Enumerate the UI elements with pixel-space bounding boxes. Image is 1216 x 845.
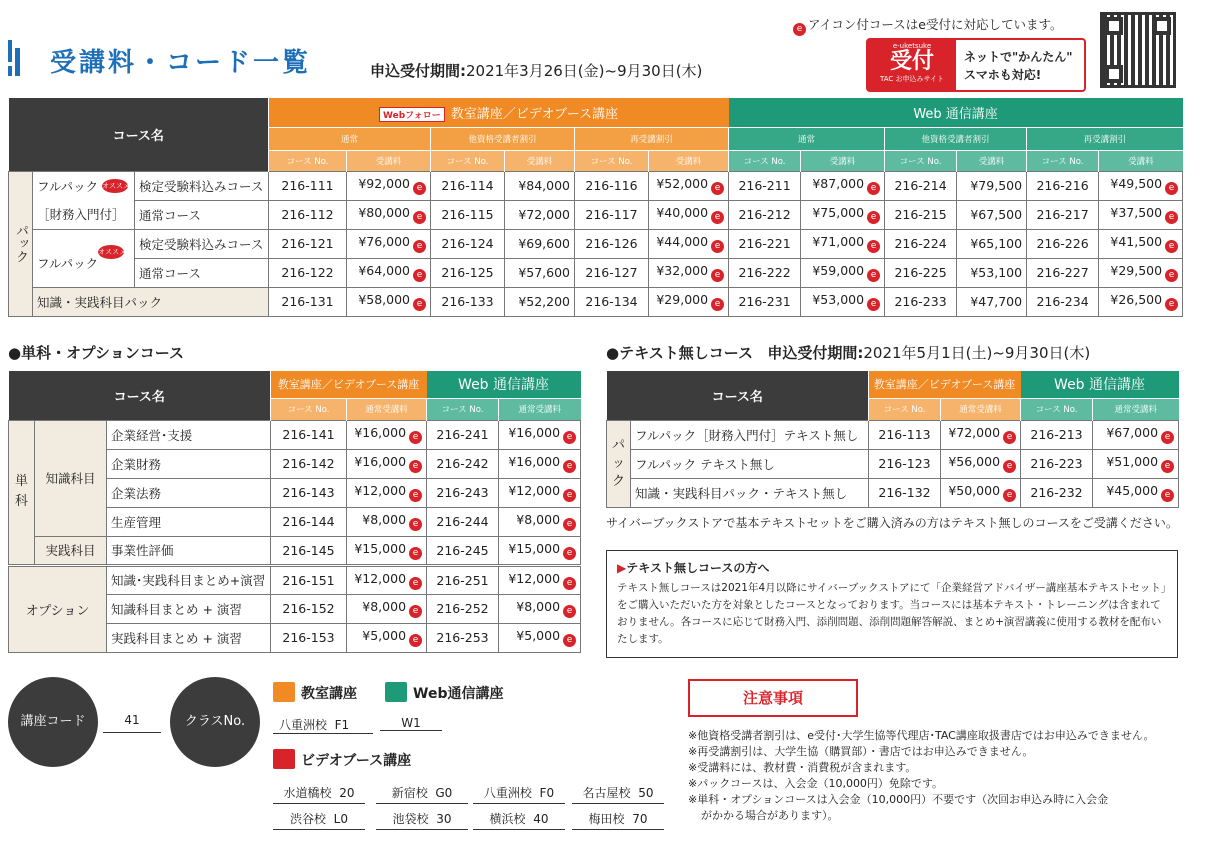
fee-cell: ¥72,000 e	[941, 420, 1021, 449]
class-no-badge: クラスNo.	[170, 677, 260, 767]
qr-code	[1100, 12, 1176, 88]
fee-cell: ¥57,600	[505, 258, 575, 287]
code-cell: 216-234	[1027, 287, 1099, 316]
e-uketsuke-icon: e	[1003, 460, 1016, 473]
fee-cell: ¥8,000 e	[347, 507, 427, 536]
col-fee: 通常受講料	[941, 398, 1021, 420]
fee-cell: ¥26,500 e	[1099, 287, 1183, 316]
code-cell: 216-116	[575, 171, 649, 200]
fee-cell: ¥64,000 e	[347, 258, 431, 287]
campus-code: 八重洲校 F0	[473, 784, 565, 804]
e-uketsuke-icon: e	[1165, 211, 1178, 224]
course-name: 企業経営･支援	[107, 420, 271, 449]
fee-cell: ¥50,000 e	[941, 478, 1021, 507]
e-uketsuke-icon: e	[711, 182, 724, 195]
e-uketsuke-icon: e	[563, 431, 576, 444]
code-cell: 216-214	[885, 171, 957, 200]
course-name: フルパック テキスト無し	[631, 449, 869, 478]
fee-cell: ¥32,000 e	[649, 258, 729, 287]
fee-cell: ¥29,000 e	[649, 287, 729, 316]
fee-cell: ¥44,000 e	[649, 229, 729, 258]
col-no: コース No.	[271, 398, 347, 420]
e-uketsuke-icon: e	[1003, 489, 1016, 502]
fee-cell: ¥58,000 e	[347, 287, 431, 316]
fee-cell: ¥15,000 e	[499, 536, 581, 565]
sub-other-web: 他資格受講者割引	[885, 127, 1027, 150]
course-name: フルパック［財務入門付］テキスト無し	[631, 420, 869, 449]
course-name: 知識・実践科目パック	[33, 287, 269, 316]
web-code: W1	[380, 716, 442, 731]
e-uketsuke-icon: e	[711, 269, 724, 282]
notes-list	[688, 728, 1188, 824]
fee-cell: ¥8,000 e	[499, 507, 581, 536]
course-name: 通常コース	[135, 258, 269, 287]
campus-code: 名古屋校 50	[572, 784, 664, 804]
e-uketsuke-icon: e	[711, 240, 724, 253]
e-uketsuke-icon: e	[1003, 431, 1016, 444]
group-label: ［財務入門付］	[33, 200, 135, 229]
code-cell: 216-125	[431, 258, 505, 287]
col-no: コース No.	[869, 398, 941, 420]
course-name: 検定受験料込みコース	[135, 171, 269, 200]
code-cell: 216-122	[269, 258, 347, 287]
fee-cell: ¥79,500	[957, 171, 1027, 200]
table-row	[9, 258, 1183, 287]
code-cell: 216-127	[575, 258, 649, 287]
classroom-header: 教室講座／ビデオブース講座	[869, 371, 1021, 398]
campus-code: 新宿校 G0	[376, 784, 468, 804]
fee-cell: ¥47,700	[957, 287, 1027, 316]
col-fee: 受講料	[957, 150, 1027, 171]
e-uketsuke-icon: e	[867, 240, 880, 253]
table-row	[9, 536, 581, 565]
note-item: ※再受講割引は、大学生協（購買部）・書店ではお申込みできません。	[688, 745, 1034, 758]
col-no: コース No.	[575, 150, 649, 171]
code-cell: 216-153	[271, 623, 347, 652]
course-name: 企業法務	[107, 478, 271, 507]
e-uketsuke-icon: e	[711, 298, 724, 311]
video-icon	[273, 749, 295, 769]
col-fee: 受講料	[1099, 150, 1183, 171]
sub-other: 他資格受講者割引	[431, 127, 575, 150]
code-cell: 216-223	[1021, 449, 1093, 478]
fee-cell: ¥92,000 e	[347, 171, 431, 200]
e-uketsuke-icon: e	[563, 605, 576, 618]
code-cell: 216-224	[885, 229, 957, 258]
fee-cell: ¥56,000 e	[941, 449, 1021, 478]
col-fee: 受講料	[505, 150, 575, 171]
table-row	[9, 420, 581, 449]
e-uketsuke-icon: e	[413, 269, 426, 282]
code-cell: 216-216	[1027, 171, 1099, 200]
group-label: 実践科目	[35, 536, 107, 565]
fee-cell: ¥67,500	[957, 200, 1027, 229]
course-name-header: コース名	[9, 371, 271, 420]
course-code-value: 41	[103, 713, 161, 733]
osusume-badge: オススメ	[98, 245, 124, 259]
fee-cell: ¥5,000 e	[499, 623, 581, 652]
campus-code: 水道橋校 20	[273, 784, 365, 804]
code-cell: 216-232	[1021, 478, 1093, 507]
e-uketsuke-icon: e	[413, 182, 426, 195]
fee-cell: ¥37,500 e	[1099, 200, 1183, 229]
code-cell: 216-225	[885, 258, 957, 287]
table-row	[9, 200, 1183, 229]
code-cell: 216-212	[729, 200, 801, 229]
fee-cell: ¥15,000 e	[347, 536, 427, 565]
e-uketsuke-icon: e	[1165, 298, 1178, 311]
e-uketsuke-icon: e	[867, 269, 880, 282]
col-no: コース No.	[1027, 150, 1099, 171]
note-item: ※他資格受講者割引は、e受付･大学生協等代理店･TAC講座取扱書店ではお申込みできません。	[688, 729, 1155, 742]
code-cell: 216-221	[729, 229, 801, 258]
fee-cell: ¥53,000 e	[801, 287, 885, 316]
classroom-legend: 教室講座	[273, 682, 357, 703]
col-fee: 通常受講料	[499, 398, 581, 420]
fee-cell: ¥5,000 e	[347, 623, 427, 652]
code-cell: 216-217	[1027, 200, 1099, 229]
e-uketsuke-icon: e	[409, 605, 422, 618]
code-cell: 216-131	[269, 287, 347, 316]
table-row	[607, 478, 1179, 507]
col-no: コース No.	[1021, 398, 1093, 420]
course-name-header: コース名	[607, 371, 869, 420]
notext-box: ▶テキスト無しコースの方へ テキスト無しコースは2021年4月以降にサイバーブックストアにて「企業経営アドバイザー講座基本テキストセット」をご購入いただいた方を対象としたコースとなっております。当コースには基本テキスト・トレーニングは含まれておりません。各コースに応じて財務入門、添削問題、添削問題解答解説、まとめ+演習講義に使用する教材を配布いたします。	[606, 550, 1178, 658]
fee-cell: ¥80,000 e	[347, 200, 431, 229]
e-uketsuke-icon: e	[563, 547, 576, 560]
fee-cell: ¥12,000 e	[499, 478, 581, 507]
classroom-icon	[273, 682, 295, 702]
code-cell: 216-144	[271, 507, 347, 536]
table-row	[607, 449, 1179, 478]
fee-cell: ¥49,500 e	[1099, 171, 1183, 200]
web-header: Web 通信講座	[427, 371, 581, 398]
fee-cell: ¥8,000 e	[499, 594, 581, 623]
col-fee: 受講料	[801, 150, 885, 171]
fee-cell: ¥75,000 e	[801, 200, 885, 229]
code-cell: 216-142	[271, 449, 347, 478]
code-cell: 216-111	[269, 171, 347, 200]
fee-cell: ¥41,500 e	[1099, 229, 1183, 258]
code-cell: 216-233	[885, 287, 957, 316]
fee-cell: ¥16,000 e	[499, 449, 581, 478]
fee-cell: ¥52,000 e	[649, 171, 729, 200]
yaesu-classroom-code: 八重洲校 F1	[273, 716, 373, 734]
e-uketsuke-icon: e	[1161, 489, 1174, 502]
code-cell: 216-152	[271, 594, 347, 623]
col-fee: 通常受講料	[347, 398, 427, 420]
period: 申込受付期間:2021年3月26日(金)~9月30日(木)	[370, 62, 703, 80]
code-cell: 216-253	[427, 623, 499, 652]
code-cell: 216-121	[269, 229, 347, 258]
e-uketsuke-icon: e	[409, 577, 422, 590]
fee-cell: ¥51,000 e	[1093, 449, 1179, 478]
fee-cell: ¥12,000 e	[347, 565, 427, 594]
e-uketsuke-icon: e	[413, 298, 426, 311]
col-no: コース No.	[431, 150, 505, 171]
course-name-header: コース名	[9, 98, 269, 171]
e-uketsuke-icon: e	[563, 460, 576, 473]
col-no: コース No.	[885, 150, 957, 171]
e-uketsuke-icon: e	[563, 489, 576, 502]
col-no: コース No.	[729, 150, 801, 171]
campus-code: 梅田校 70	[572, 810, 664, 830]
fee-cell: ¥12,000 e	[347, 478, 427, 507]
fee-cell: ¥71,000 e	[801, 229, 885, 258]
code-cell: 216-226	[1027, 229, 1099, 258]
notext-fee-table	[606, 371, 1179, 508]
web-icon	[385, 682, 407, 702]
fee-cell: ¥53,100	[957, 258, 1027, 287]
campus-code: 池袋校 30	[376, 810, 468, 830]
code-cell: 216-145	[271, 536, 347, 565]
code-cell: 216-112	[269, 200, 347, 229]
side-label: パック	[607, 420, 631, 507]
group-label: 知識科目	[35, 420, 107, 536]
fee-cell: ¥67,000 e	[1093, 420, 1179, 449]
fee-cell: ¥52,200	[505, 287, 575, 316]
e-uketsuke-icon: e	[413, 240, 426, 253]
table-row	[9, 287, 1183, 316]
note-item: ※パックコースは、入会金（10,000円）免除です。	[688, 777, 944, 790]
notes-title-box: 注意事項	[688, 679, 858, 717]
fee-cell: ¥65,100	[957, 229, 1027, 258]
code-cell: 216-115	[431, 200, 505, 229]
e-uketsuke-icon: e	[413, 211, 426, 224]
code-cell: 216-231	[729, 287, 801, 316]
code-cell: 216-244	[427, 507, 499, 536]
table-row	[9, 171, 1183, 200]
main-fee-table	[8, 98, 1183, 317]
code-cell: 216-222	[729, 258, 801, 287]
e-uketsuke-icon: e	[1165, 182, 1178, 195]
code-cell: 216-245	[427, 536, 499, 565]
col-no: コース No.	[269, 150, 347, 171]
video-legend: ビデオブース講座	[273, 749, 411, 770]
course-name: 知識科目まとめ + 演習	[107, 594, 271, 623]
code-cell: 216-227	[1027, 258, 1099, 287]
code-cell: 216-151	[271, 565, 347, 594]
course-code-badge: 講座コード	[8, 677, 98, 767]
group-label: フルパックオススメ	[33, 229, 135, 287]
fee-cell: ¥84,000	[505, 171, 575, 200]
e-uketsuke-icon: e	[1165, 269, 1178, 282]
fee-cell: ¥76,000 e	[347, 229, 431, 258]
code-cell: 216-114	[431, 171, 505, 200]
e-uketsuke-icon: e	[409, 634, 422, 647]
notext-title: ●テキスト無しコース 申込受付期間:2021年5月1日(土)~9月30日(木)	[606, 344, 1091, 362]
e-notice: e アイコン付コースはe受付に対応しています。	[793, 15, 1062, 36]
sub-retake-web: 再受講割引	[1027, 127, 1183, 150]
code-cell: 216-133	[431, 287, 505, 316]
col-no: コース No.	[427, 398, 499, 420]
sub-normal: 通常	[269, 127, 431, 150]
campus-code: 渋谷校 L0	[273, 810, 365, 830]
fee-cell: ¥45,000 e	[1093, 478, 1179, 507]
e-uketsuke-icon: e	[409, 431, 422, 444]
e-uketsuke-icon: e	[409, 489, 422, 502]
code-cell: 216-243	[427, 478, 499, 507]
osusume-badge: オススメ	[102, 179, 128, 193]
side-label: 単科	[9, 420, 35, 565]
course-name: 実践科目まとめ + 演習	[107, 623, 271, 652]
table-row	[9, 565, 581, 594]
side-label: パック	[9, 171, 33, 316]
course-name: 企業財務	[107, 449, 271, 478]
e-uketsuke-icon: e	[563, 634, 576, 647]
e-uketsuke-banner: e-uketsuke 受付 TAC お申込みサイト ネットで"かんたん" スマホも対応!	[866, 38, 1086, 92]
campus-code: 横浜校 40	[473, 810, 565, 830]
e-uketsuke-icon: e	[563, 518, 576, 531]
group-label: フルパック オススメ	[33, 171, 135, 200]
e-uketsuke-icon: e	[409, 518, 422, 531]
code-cell: 216-124	[431, 229, 505, 258]
e-uketsuke-icon: e	[867, 298, 880, 311]
fee-cell: ¥16,000 e	[499, 420, 581, 449]
fee-cell: ¥16,000 e	[347, 449, 427, 478]
page-title: 受講料・コード一覧	[50, 48, 312, 78]
fee-cell: ¥29,500 e	[1099, 258, 1183, 287]
col-fee: 通常受講料	[1093, 398, 1179, 420]
e-uketsuke-icon: e	[409, 460, 422, 473]
fee-cell: ¥16,000 e	[347, 420, 427, 449]
classroom-header: 教室講座／ビデオブース講座	[271, 371, 427, 398]
note-item: がかかる場合があります）。	[701, 809, 839, 822]
e-uketsuke-icon: e	[409, 547, 422, 560]
fee-cell: ¥72,000	[505, 200, 575, 229]
course-name: 事業性評価	[107, 536, 271, 565]
e-uketsuke-icon: e	[563, 577, 576, 590]
sub-normal-web: 通常	[729, 127, 885, 150]
code-cell: 216-251	[427, 565, 499, 594]
code-cell: 216-213	[1021, 420, 1093, 449]
e-uketsuke-icon: e	[867, 182, 880, 195]
course-name: 通常コース	[135, 200, 269, 229]
group-label: オプション	[9, 565, 107, 652]
code-cell: 216-123	[869, 449, 941, 478]
e-uketsuke-icon: e	[867, 211, 880, 224]
notext-footnote: サイバーブックストアで基本テキストセットをご購入済みの方はテキスト無しのコースをご受講ください。	[606, 516, 1178, 530]
web-legend: Web通信講座	[385, 682, 503, 703]
course-name: 生産管理	[107, 507, 271, 536]
code-cell: 216-126	[575, 229, 649, 258]
code-cell: 216-113	[869, 420, 941, 449]
e-uketsuke-icon: e	[711, 211, 724, 224]
code-cell: 216-242	[427, 449, 499, 478]
classroom-header: Webフォロー 教室講座／ビデオブース講座	[269, 98, 729, 127]
code-cell: 216-117	[575, 200, 649, 229]
e-uketsuke-icon: e	[1161, 460, 1174, 473]
fee-cell: ¥59,000 e	[801, 258, 885, 287]
fee-cell: ¥87,000 e	[801, 171, 885, 200]
code-cell: 216-252	[427, 594, 499, 623]
course-name: 知識・実践科目パック・テキスト無し	[631, 478, 869, 507]
code-cell: 216-143	[271, 478, 347, 507]
code-cell: 216-132	[869, 478, 941, 507]
note-item: ※受講料には、教材費・消費税が含まれます。	[688, 761, 917, 774]
course-name: 検定受験料込みコース	[135, 229, 269, 258]
web-header: Web 通信講座	[729, 98, 1183, 127]
logo-bars	[8, 40, 18, 76]
fee-cell: ¥69,600	[505, 229, 575, 258]
single-fee-table	[8, 371, 581, 653]
code-cell: 216-215	[885, 200, 957, 229]
code-cell: 216-141	[271, 420, 347, 449]
col-fee: 受講料	[347, 150, 431, 171]
code-cell: 216-211	[729, 171, 801, 200]
table-row	[607, 420, 1179, 449]
code-cell: 216-134	[575, 287, 649, 316]
table-row	[9, 229, 1183, 258]
sub-retake: 再受講割引	[575, 127, 729, 150]
note-item: ※単科・オプションコースは入会金（10,000円）不要です（次回お申込み時に入会金	[688, 793, 1109, 806]
fee-cell: ¥40,000 e	[649, 200, 729, 229]
col-fee: 受講料	[649, 150, 729, 171]
e-uketsuke-icon: e	[1161, 431, 1174, 444]
web-header: Web 通信講座	[1021, 371, 1179, 398]
single-title: ●単科・オプションコース	[8, 344, 184, 362]
fee-cell: ¥8,000 e	[347, 594, 427, 623]
fee-cell: ¥12,000 e	[499, 565, 581, 594]
e-uketsuke-icon: e	[1165, 240, 1178, 253]
course-name: 知識･実践科目まとめ+演習	[107, 565, 271, 594]
code-cell: 216-241	[427, 420, 499, 449]
